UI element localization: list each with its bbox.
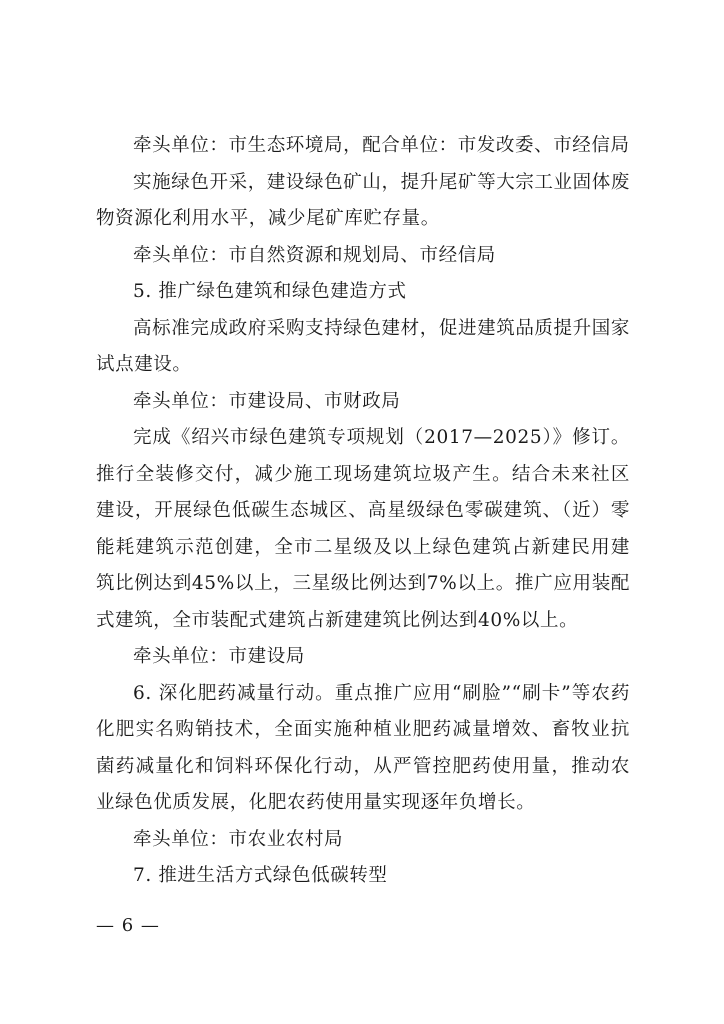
paragraph-green-mining: 实施绿色开采，建设绿色矿山，提升尾矿等大宗工业固体废物资源化利用水平，减少尾矿库贮存量。 <box>96 171 630 229</box>
paragraph-lead-unit-1: 牵头单位：市生态环境局，配合单位：市发改委、市经信局 <box>133 135 630 156</box>
paragraph-lead-unit-2: 牵头单位：市自然资源和规划局、市经信局 <box>133 244 496 266</box>
paragraph-lead-unit-3: 牵头单位：市建设局、市财政局 <box>133 390 401 412</box>
paragraph-lead-unit-4: 牵头单位：市建设局 <box>133 646 305 667</box>
page-number: — 6 — <box>96 915 160 936</box>
section-heading-7: 7. 推进生活方式绿色低碳转型 <box>133 865 388 886</box>
paragraph-green-materials: 高标准完成政府采购支持绿色建材，促进建筑品质提升国家试点建设。 <box>96 317 630 375</box>
document-body <box>96 128 630 895</box>
section-heading-5: 5. 推广绿色建筑和绿色建造方式 <box>133 281 407 302</box>
section-heading-6: 6. 深化肥药减量行动。重点推广应用“刷脸”“刷卡”等农药化肥实名购销技术，全面实施种植业肥药减量增效、畜牧业抗菌药减量化和饲料环保化行动，从严管控肥药使用量，推动农业绿色优质发展，化肥农药使用量实现逐年负增长。 <box>96 682 630 813</box>
paragraph-green-building-plan: 完成《绍兴市绿色建筑专项规划（2017—2025）》修订。推行全装修交付，减少施工现场建筑垃圾产生。结合未来社区建设，开展绿色低碳生态城区、高星级绿色零碳建筑、（近）零能耗建筑示范创建，全市二星级及以上绿色建筑占新建民用建筑比例达到45%以上，三星级比例达到7%以上。推广应用装配式建筑，全市装配式建筑占新建建筑比例达到40%以上。 <box>96 427 630 631</box>
paragraph-lead-unit-5: 牵头单位：市农业农村局 <box>133 828 344 850</box>
